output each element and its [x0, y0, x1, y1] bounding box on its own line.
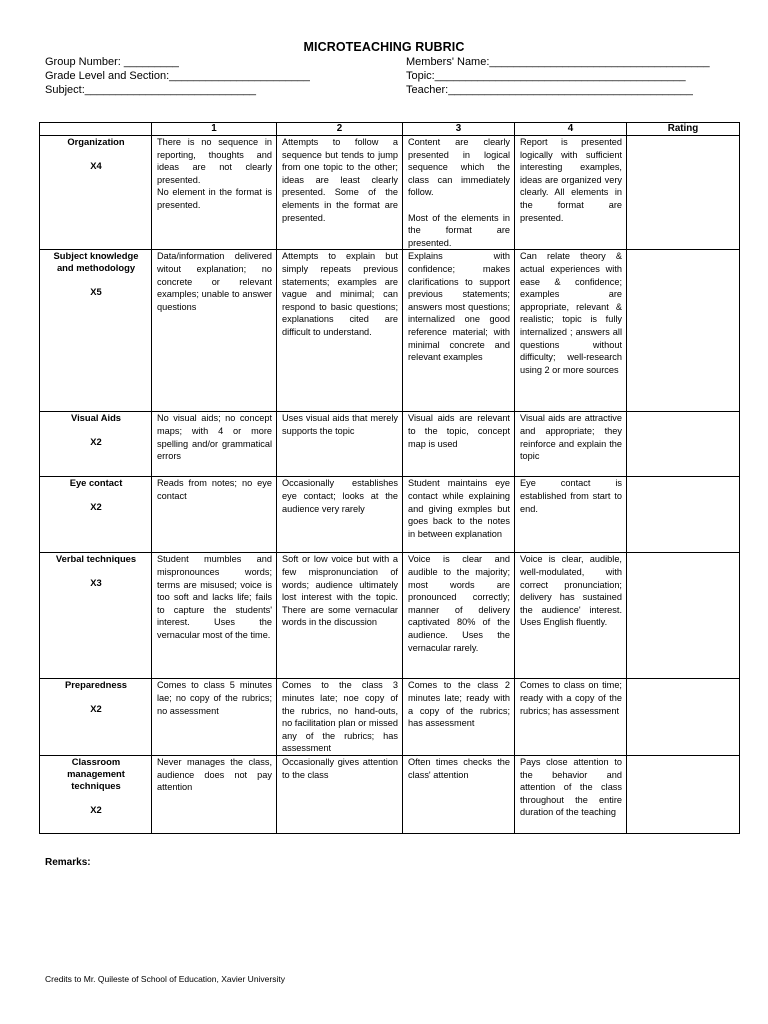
rubric-row [40, 679, 740, 756]
criterion-weight: X3 [90, 577, 102, 589]
criterion-cell [40, 755, 152, 833]
rubric-row [40, 136, 740, 250]
rating-cell[interactable] [627, 250, 740, 412]
rubric-table [39, 122, 740, 834]
criterion-cell [40, 250, 152, 412]
header-rating: Rating [627, 123, 740, 136]
criterion-name: Organization [67, 136, 125, 147]
criterion-weight: X5 [90, 286, 102, 298]
rating-cell[interactable] [627, 412, 740, 477]
level-3-description: Explains with confidence; makes clarifications to support previous statements; answers most questions; internalized one good reference material; with minimal concrete and relevant examples [403, 250, 515, 412]
level-2-description: Attempts to follow a sequence but tends to jump from one topic to the other; ideas are least clearly presented. Some of the elements in the format are presented. [277, 136, 403, 250]
rating-cell[interactable] [627, 477, 740, 553]
level-4-description: Eye contact is established from start to end. [515, 477, 627, 553]
criterion-cell [40, 412, 152, 477]
level-1-description: Data/information delivered witout explanation; no concrete or relevant examples; unable to answer questions [152, 250, 277, 412]
teacher-field: Teacher:________________________________________ [406, 84, 693, 96]
criterion-name: Classroom management techniques [67, 755, 125, 791]
header-criterion [40, 123, 152, 136]
rubric-row [40, 553, 740, 679]
group-number-field: Group Number: _________ [45, 56, 179, 68]
level-2-description: Comes to the class 3 minutes late; noe copy of the rubrics, no hand-outs, no facilitation plan or missed any of the rubrics; has assessment [277, 679, 403, 756]
header-level-2: 2 [277, 123, 403, 136]
rubric-row [40, 755, 740, 833]
level-1-description: Comes to class 5 minutes lae; no copy of the rubrics; no assessment [152, 679, 277, 756]
rubric-row [40, 250, 740, 412]
criterion-name: Visual Aids [70, 412, 122, 424]
rating-cell[interactable] [627, 755, 740, 833]
rubric-row [40, 477, 740, 553]
topic-field: Topic:_________________________________________ [406, 70, 686, 82]
level-3-description: Content are clearly presented in logical sequence which the class can immediately follow. Most of the elements in the format are presented. [403, 136, 515, 250]
subject-field: Subject:____________________________ [45, 84, 257, 96]
document-title: MICROTEACHING RUBRIC [303, 40, 465, 54]
level-1-description: No visual aids; no concept maps; with 4 or more spelling and/or grammatical errors [152, 412, 277, 477]
credits-footer: Credits to Mr. Quileste of School of Education, Xavier University [45, 974, 285, 984]
level-4-description: Comes to class on time; ready with a copy of the rubrics; has assessment [515, 679, 627, 756]
rating-cell[interactable] [627, 679, 740, 756]
header-level-4: 4 [515, 123, 627, 136]
criterion-name: Eye contact [69, 477, 123, 489]
level-1-description: There is no sequence in reporting, thoughts and ideas are not clearly presented. No element in the format is presented. [152, 136, 277, 250]
members-name-field: Members' Name:____________________________________ [406, 56, 710, 68]
level-4-description: Visual aids are attractive and appropriate; they reinforce and explain the topic [515, 412, 627, 477]
criterion-weight: X2 [90, 803, 102, 815]
level-1-description: Student mumbles and mispronounces words; terms are misused; voice is too soft and lacks life; fails to capture the students' interest. Uses the vernacular most of the time. [152, 553, 277, 679]
level-4-description: Pays close attention to the behavior and attention of the class throughout the entire duration of the teaching [515, 755, 627, 833]
rubric-body [40, 136, 740, 834]
header-level-3: 3 [403, 123, 515, 136]
level-3-description: Comes to the class 2 minutes late; ready with a copy of the rubrics; has assessment [403, 679, 515, 756]
rating-cell[interactable] [627, 136, 740, 250]
level-4-description: Report is presented logically with sufficient interesting examples, ideas are organized very clearly. All elements in the format are presented. [515, 136, 627, 250]
criterion-weight: X2 [90, 436, 102, 448]
level-4-description: Can relate theory & actual experiences with ease & confidence; examples are appropriate, relevant & realistic; topic is fully internalized ; answers all questions without difficulty; well-research using 2 or more sources [515, 250, 627, 412]
remarks-label: Remarks: [45, 857, 91, 868]
level-3-description: Voice is clear and audible to the majority; most words are pronounced correctly; manner of delivery captivated 80% of the audience. Uses the vernacular rarely. [403, 553, 515, 679]
level-2-description: Occasionally establishes eye contact; looks at the audience very rarely [277, 477, 403, 553]
level-2-description: Soft or low voice but with a few mispronunciation of words; audience ultimately lost interest with the topic. There are some vernacular words in the discussion [277, 553, 403, 679]
level-2-description: Occasionally gives attention to the class [277, 755, 403, 833]
rubric-header-row [40, 123, 740, 136]
criterion-name: Subject knowledge and methodology [53, 250, 139, 274]
criterion-name: Verbal techniques [55, 553, 137, 565]
level-3-description: Student maintains eye contact while explaining and giving exmples but goes back to the notes in between explanation [403, 477, 515, 553]
criterion-weight: X2 [90, 703, 102, 715]
level-4-description: Voice is clear, audible, well-modulated, with correct pronunciation; delivery has sustained the audience' interest. Uses English fluently. [515, 553, 627, 679]
level-1-description: Never manages the class, audience does not pay attention [152, 755, 277, 833]
grade-level-field: Grade Level and Section:_______________________ [45, 70, 310, 82]
criterion-cell [40, 679, 152, 756]
level-1-description: Reads from notes; no eye contact [152, 477, 277, 553]
level-3-description: Often times checks the class' attention [403, 755, 515, 833]
criterion-name: Preparedness [64, 679, 127, 691]
criterion-cell [40, 553, 152, 679]
criterion-weight: X4 [90, 160, 102, 171]
criterion-cell [40, 477, 152, 553]
level-3-description: Visual aids are relevant to the topic, concept map is used [403, 412, 515, 477]
rubric-row [40, 412, 740, 477]
level-2-description: Uses visual aids that merely supports the topic [277, 412, 403, 477]
rating-cell[interactable] [627, 553, 740, 679]
header-level-1: 1 [152, 123, 277, 136]
level-2-description: Attempts to explain but simply repeats previous statements; examples are vague and minimal; can respond to basic questions; explanations cited are difficult to understand. [277, 250, 403, 412]
criterion-cell [40, 136, 152, 250]
criterion-weight: X2 [90, 501, 102, 513]
